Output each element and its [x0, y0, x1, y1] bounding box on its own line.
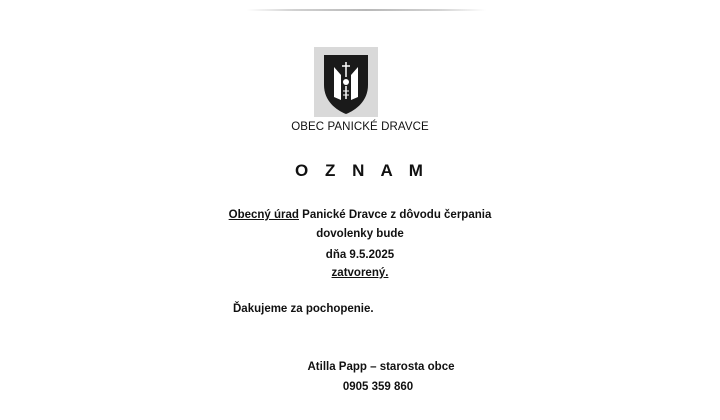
notice-date: dňa 9.5.2025	[325, 249, 395, 261]
notice-line1-rest: Panické Dravce z dôvodu čerpania	[298, 209, 492, 221]
signature-phone: 0905 359 860	[342, 381, 414, 393]
notice-closed	[200, 264, 520, 283]
notice-body	[200, 206, 520, 244]
office-name-underlined: Obecný úrad	[228, 209, 299, 221]
thanks-line: Ďakujeme za pochopenie.	[233, 303, 374, 315]
municipality-name: OBEC PANICKÉ DRAVCE	[291, 121, 429, 133]
notice-title: O Z N A M	[295, 161, 429, 180]
scan-edge-shadow	[246, 9, 486, 11]
notice-line2: dovolenky bude	[316, 228, 404, 240]
closed-text: zatvorený.	[331, 267, 389, 279]
coat-of-arms-icon	[314, 47, 378, 117]
signature-name-title: Atilla Papp – starosta obce	[307, 361, 455, 373]
